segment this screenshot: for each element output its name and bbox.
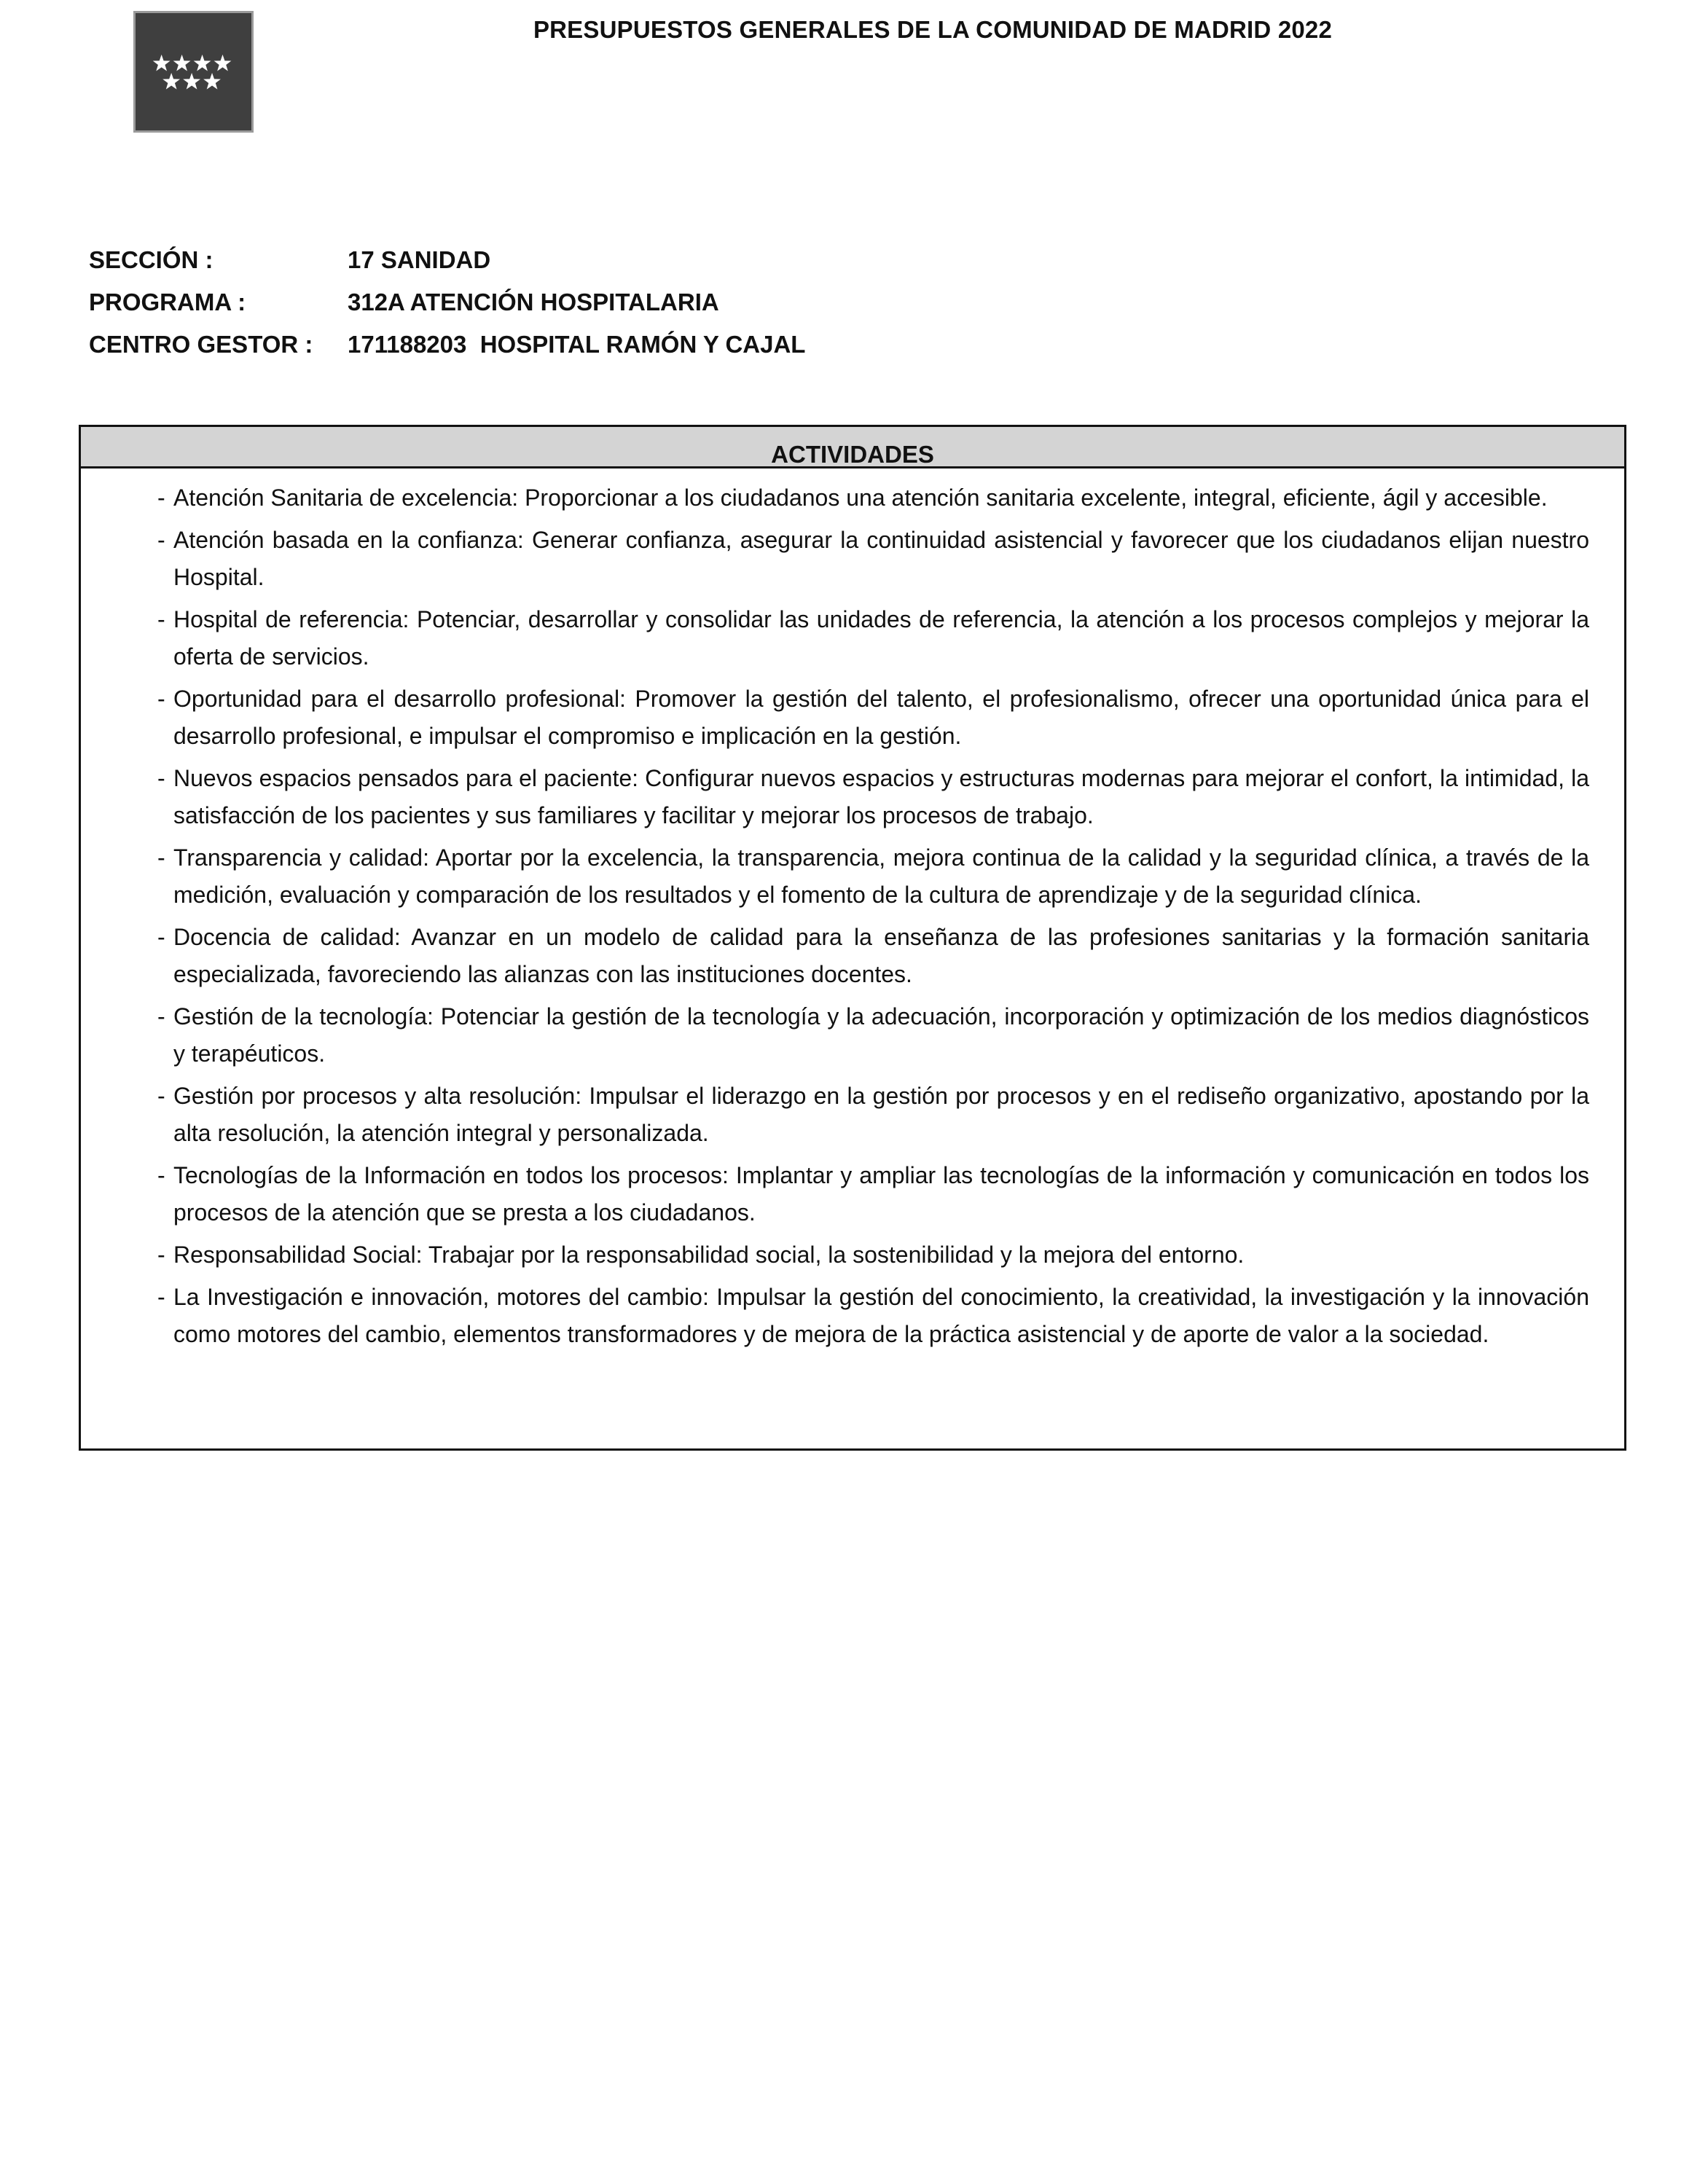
stars-group — [153, 55, 232, 90]
activities-heading: ACTIVIDADES — [81, 427, 1624, 468]
activity-text: Atención basada en la confianza: Generar confianza, asegurar la continuidad asistencial y favorecer que los ciudadanos elijan nuestro Hospital. — [173, 527, 1589, 590]
activity-item — [157, 1236, 1589, 1274]
bullet-dash: - — [157, 1284, 165, 1310]
activity-item — [157, 681, 1589, 755]
seven-stars-icon — [136, 13, 251, 130]
activity-item — [157, 1157, 1589, 1231]
comunidad-madrid-logo — [133, 11, 254, 133]
bullet-dash: - — [157, 924, 165, 950]
activity-item — [157, 601, 1589, 675]
bullet-dash: - — [157, 527, 165, 553]
activity-item — [157, 1279, 1589, 1353]
activity-text: Gestión por procesos y alta resolución: Impulsar el liderazgo en la gestión por procesos y en el rediseño organizativo, apostando por la alta resolución, la atención integral y personalizada. — [173, 1083, 1589, 1146]
activities-box — [79, 425, 1626, 1451]
activity-text: Nuevos espacios pensados para el paciente: Configurar nuevos espacios y estructuras modernas para mejorar el confort, la intimidad, la satisfacción de los pacientes y sus familiares y facilitar y mejorar los procesos de trabajo. — [173, 765, 1589, 828]
budget-metadata — [89, 239, 805, 366]
activity-text: Gestión de la tecnología: Potenciar la gestión de la tecnología y la adecuación, incorporación y optimización de los medios diagnósticos y terapéuticos. — [173, 1003, 1589, 1067]
activities-list — [157, 479, 1589, 1358]
star-6-icon — [183, 73, 200, 90]
bullet-dash: - — [157, 1242, 165, 1268]
bullet-dash: - — [157, 844, 165, 871]
centro-gestor-label: CENTRO GESTOR : — [89, 331, 313, 358]
activity-text: Oportunidad para el desarrollo profesional: Promover la gestión del talento, el profesionalismo, ofrecer una oportunidad única para el desarrollo profesional, e impulsar el compromiso e implicación en la gestión. — [173, 686, 1589, 749]
bullet-dash: - — [157, 686, 165, 712]
activity-item — [157, 1078, 1589, 1152]
star-7-icon — [203, 73, 221, 90]
page-title: PRESUPUESTOS GENERALES DE LA COMUNIDAD DE MADRID 2022 — [533, 16, 1333, 43]
activity-item — [157, 839, 1589, 914]
bullet-dash: - — [157, 485, 165, 511]
activity-text: La Investigación e innovación, motores del cambio: Impulsar la gestión del conocimiento, la creatividad, la investigación y la innovación como motores del cambio, elementos transformadores y de mejora de la práctica asistencial y de aporte de valor a la sociedad. — [173, 1284, 1589, 1347]
star-2-icon — [173, 55, 191, 71]
bullet-dash: - — [157, 1003, 165, 1030]
programa-label: PROGRAMA : — [89, 289, 246, 315]
activity-text: Hospital de referencia: Potenciar, desarrollar y consolidar las unidades de referencia, la atención a los procesos complejos y mejorar la oferta de servicios. — [173, 606, 1589, 670]
seccion-label: SECCIÓN : — [89, 246, 214, 273]
activity-item — [157, 919, 1589, 993]
bullet-dash: - — [157, 606, 165, 632]
activity-item — [157, 479, 1589, 517]
star-4-icon — [214, 55, 232, 71]
activity-text: Atención Sanitaria de excelencia: Proporcionar a los ciudadanos una atención sanitaria excelente, integral, eficiente, ágil y accesible. — [173, 485, 1548, 511]
activity-item — [157, 522, 1589, 596]
seccion-row — [89, 239, 805, 281]
star-5-icon — [162, 73, 180, 90]
activity-text: Tecnologías de la Información en todos los procesos: Implantar y ampliar las tecnologías de la información y comunicación en todos los procesos de la atención que se presta a los ciudadanos. — [173, 1162, 1589, 1226]
activity-text: Docencia de calidad: Avanzar en un modelo de calidad para la enseñanza de las profesiones sanitarias y la formación sanitaria especializada, favoreciendo las alianzas con las instituciones docentes. — [173, 924, 1589, 987]
star-3-icon — [194, 55, 211, 71]
centro-gestor-value: 171188203 HOSPITAL RAMÓN Y CAJAL — [348, 331, 806, 358]
bullet-dash: - — [157, 1083, 165, 1109]
activity-item — [157, 760, 1589, 834]
activity-text: Transparencia y calidad: Aportar por la excelencia, la transparencia, mejora continua de la calidad y la seguridad clínica, a través de la medición, evaluación y comparación de los resultados y el fomento de la cultura de aprendizaje y de la seguridad clínica. — [173, 844, 1589, 908]
star-1-icon — [153, 55, 171, 71]
seccion-value: 17 SANIDAD — [348, 246, 491, 273]
bullet-dash: - — [157, 765, 165, 791]
bullet-dash: - — [157, 1162, 165, 1188]
activity-item — [157, 998, 1589, 1073]
activity-text: Responsabilidad Social: Trabajar por la responsabilidad social, la sostenibilidad y la mejora del entorno. — [173, 1242, 1245, 1268]
programa-row — [89, 281, 805, 324]
programa-value: 312A ATENCIÓN HOSPITALARIA — [348, 289, 719, 315]
centro-gestor-row — [89, 324, 805, 366]
